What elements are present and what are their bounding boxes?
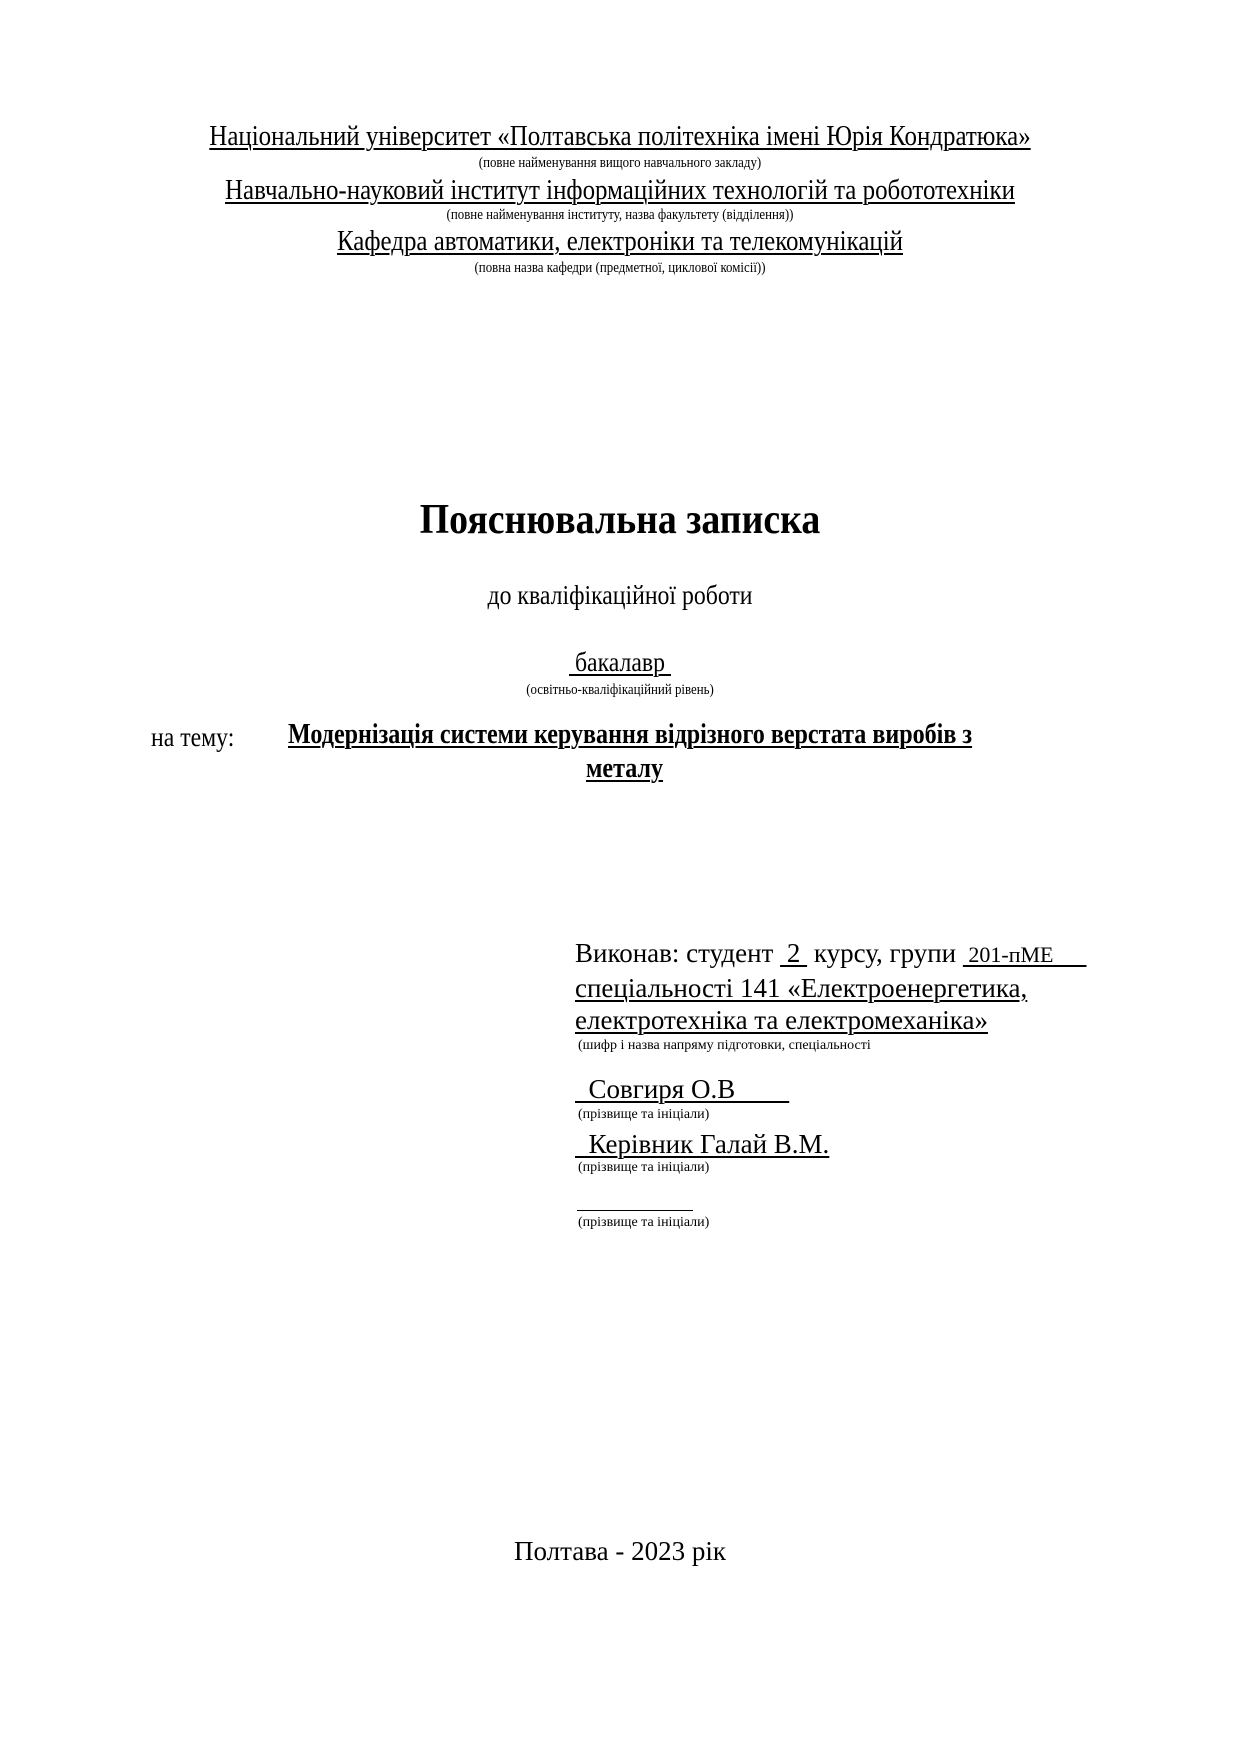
university-name-text: Національний університет «Полтавська політехніка імені Юрія Кондратюка» <box>209 120 1031 152</box>
topic-line-1: Модернізація системи керування відрізного верстата виробів з <box>288 719 973 750</box>
city-year: Полтава - 2023 рік <box>514 1536 726 1566</box>
department-name-text: Кафедра автоматики, електроніки та телекомунікацій <box>336 225 904 257</box>
institute-caption: (повне найменування інституту, назва факультету (відділення)) <box>446 207 794 223</box>
document-title: Пояснювальна записка <box>419 497 821 543</box>
course-number: 2 <box>780 938 808 968</box>
department-caption: (повна назва кафедри (предметної, циклової комісії)) <box>474 260 766 276</box>
student-name: Совгиря О.В <box>575 1074 790 1104</box>
performed-prefix: Виконав: студент <box>575 938 781 968</box>
reviewer-signature-line <box>577 1210 693 1211</box>
supervisor-caption: (прізвище та ініціали) <box>578 1160 710 1175</box>
institute-name-text: Навчально-науковий інститут інформаційних технологій та робототехніки <box>225 174 1015 206</box>
institute-name <box>87 174 1153 206</box>
university-name <box>87 120 1153 152</box>
degree-caption: (освітньо-кваліфікаційний рівень) <box>526 682 714 698</box>
reviewer-caption: (прізвище та ініціали) <box>578 1215 710 1230</box>
specialty-line-2: електротехніка та електромеханіка» <box>575 1005 988 1035</box>
department-name <box>87 225 1153 257</box>
specialty-line-1: спеціальності 141 «Електроенергетика, <box>575 973 1028 1003</box>
topic-label: на тему: <box>151 722 235 752</box>
degree-level-text: бакалавр <box>569 647 671 677</box>
document-subtitle: до кваліфікаційної роботи <box>487 580 753 610</box>
topic-line-2: металу <box>586 753 664 784</box>
supervisor-name: Керівник Галай В.М. <box>575 1129 830 1159</box>
student-caption: (прізвище та ініціали) <box>578 1107 710 1122</box>
degree-level <box>74 647 1165 677</box>
university-caption: (повне найменування вищого навчального закладу) <box>478 155 762 171</box>
course-suffix: курсу, групи <box>807 938 963 968</box>
specialty-caption: (шифр і назва напряму підготовки, спеціальності <box>578 1038 871 1053</box>
group-code: 201-пМЕ <box>962 942 1087 967</box>
performed-by-line <box>575 937 1086 971</box>
